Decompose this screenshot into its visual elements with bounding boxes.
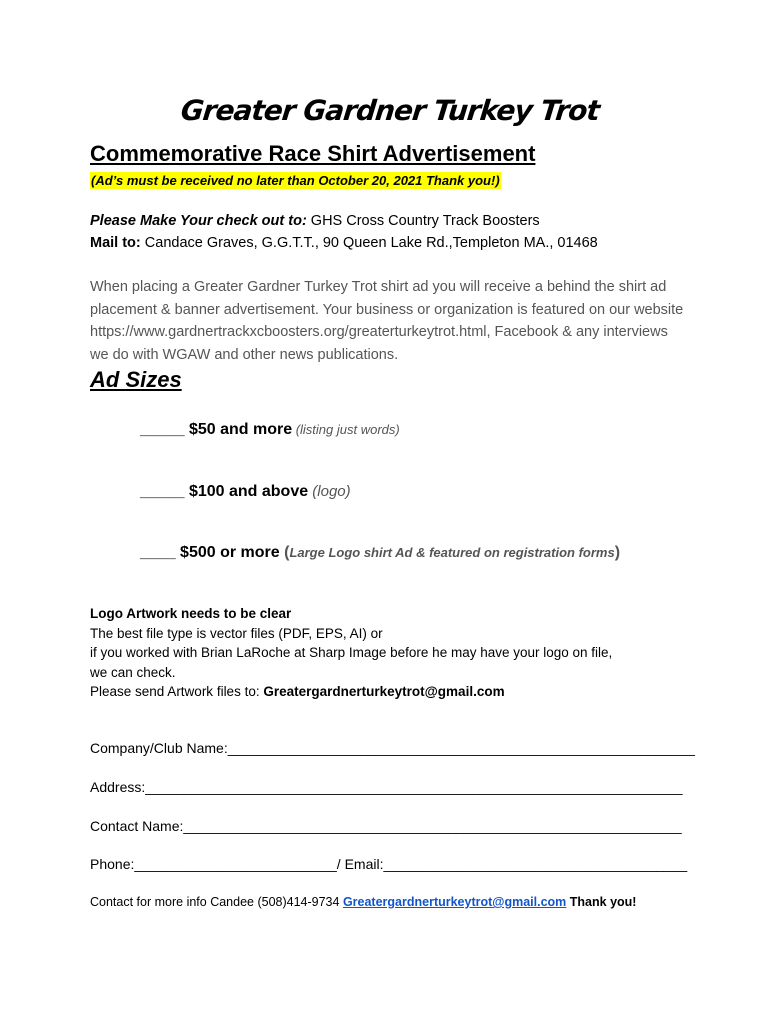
check-value: GHS Cross Country Track Boosters <box>306 213 540 229</box>
tier-blank: ____ <box>140 544 176 561</box>
footer-email-link[interactable]: Greatergardnerturkeytrot@gmail.com <box>342 895 567 909</box>
footer-text: Contact for more info Candee (508)414-9734 <box>90 895 343 909</box>
tier-note: Large Logo shirt Ad & featured on registration forms <box>289 545 615 560</box>
tier-blank: _____ <box>140 483 185 500</box>
brand-title: Greater Gardner Turkey Trot <box>179 94 601 127</box>
phone-email-field[interactable]: Phone:__________________________/ Email:_______________________________________ <box>90 856 688 872</box>
tier-price: $100 and above <box>184 483 309 500</box>
tier-blank: _____ <box>140 421 189 438</box>
tier-note: (listing just words) <box>292 422 400 437</box>
contact-name-field[interactable]: Contact Name:________________________________________________________________ <box>90 818 682 834</box>
tier-50 <box>140 421 400 439</box>
mail-value: Candace Graves, G.G.T.T., 90 Queen Lake Rd.,Templeton MA., 01468 <box>140 235 598 251</box>
check-label: Please Make Your check out to: <box>90 213 307 229</box>
artwork-line-1: The best file type is vector files (PDF, EPS, AI) or <box>90 626 383 641</box>
tier-paren-close: ) <box>614 544 621 561</box>
tier-100 <box>140 483 351 501</box>
check-payable-line <box>90 213 540 229</box>
send-label: Please send Artwork files to: <box>90 684 264 699</box>
tier-note: (logo) <box>308 483 351 500</box>
description-paragraph: When placing a Greater Gardner Turkey Trot shirt ad you will receive a behind the shirt ad placement & banner advertisement. Your business or organization is featured on our website https://www.gardnertrackxcboosters.org/greaterturkeytrot.html, Facebook & any interviews we do with WGAW and other news publications. <box>90 279 684 363</box>
artwork-line-2: if you worked with Brian LaRoche at Sharp Image before he may have your logo on file, <box>90 645 613 660</box>
deadline-notice: (Ad’s must be received no later than October 20, 2021 Thank you!) <box>91 173 500 188</box>
artwork-line-3: we can check. <box>90 665 176 680</box>
mail-to-line <box>90 235 598 251</box>
document-title: Commemorative Race Shirt Advertisement <box>90 141 536 166</box>
artwork-send-line <box>90 684 505 699</box>
footer-contact <box>90 895 636 909</box>
tier-price: $500 or more <box>175 544 280 561</box>
tier-paren-open: ( <box>279 544 290 561</box>
address-field[interactable]: Address:_____________________________________________________________________ <box>90 779 683 795</box>
mail-label: Mail to: <box>90 235 141 251</box>
footer-thanks: Thank you! <box>566 895 637 909</box>
ad-sizes-heading: Ad Sizes <box>90 367 182 392</box>
company-field[interactable]: Company/Club Name:____________________________________________________________ <box>90 740 695 756</box>
tier-price: $50 and more <box>188 421 293 438</box>
tier-500 <box>140 544 620 562</box>
artwork-heading: Logo Artwork needs to be clear <box>90 606 292 621</box>
artwork-email: Greatergardnerturkeytrot@gmail.com <box>263 684 505 699</box>
